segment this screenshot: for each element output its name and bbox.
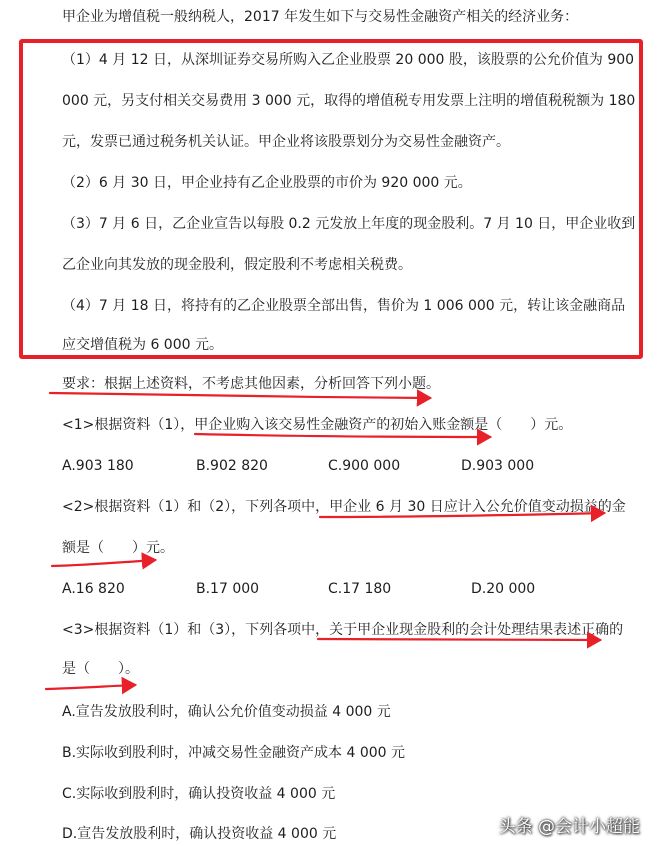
question-2-stem-line-1: <2>根据资料（1）和（2），下列各项中，甲企业 6 月 30 日应计入公允价值变动损益的金 — [62, 499, 626, 515]
q3-option-d: D.宣告发放股利时，确认投资收益 4 000 元 — [62, 826, 337, 842]
fact-3-line-1: （3）7 月 6 日，乙企业宣告以每股 0.2 元发放上年度的现金股利。7 月 10 日，甲企业收到 — [62, 216, 636, 232]
question-2-stem-line-2: 额是（ ）元。 — [62, 540, 174, 556]
q2-option-b: B.17 000 — [196, 581, 260, 597]
q1-option-d: D.903 000 — [461, 458, 535, 474]
fact-1-line-3: 元，发票已通过税务机关认证。甲企业将该股票划分为交易性金融资产。 — [62, 134, 510, 150]
q1-option-a: A.903 180 — [62, 458, 134, 474]
requirement-text: 要求：根据上述资料，不考虑其他因素，分析回答下列小题。 — [62, 376, 440, 392]
q3-option-a: A.宣告发放股利时，确认公允价值变动损益 4 000 元 — [62, 704, 391, 720]
question-3-stem-line-2: 是（ ）。 — [62, 661, 139, 677]
q3-option-c: C.实际收到股利时，确认投资收益 4 000 元 — [62, 786, 336, 802]
fact-4-line-2: 应交增值税为 6 000 元。 — [62, 337, 223, 353]
fact-2-line: （2）6 月 30 日，甲企业持有乙企业股票的市价为 920 000 元。 — [62, 175, 472, 191]
q1-option-c: C.900 000 — [328, 458, 401, 474]
q3-option-b: B.实际收到股利时，冲减交易性金融资产成本 4 000 元 — [62, 745, 406, 761]
q2-option-c: C.17 180 — [328, 581, 392, 597]
underline-question-3-line-2 — [46, 685, 135, 689]
q1-option-b: B.902 820 — [196, 458, 268, 474]
watermark-text: 头条 @会计小超能 — [498, 817, 640, 837]
fact-1-line-2: 000 元，另支付相关交易费用 3 000 元，取得的增值税专用发票上注明的增值税税额为 180 — [62, 93, 636, 109]
fact-1-line-1: （1）4 月 12 日，从深圳证券交易所购入乙企业股票 20 000 股，该股票的公允价值为 900 — [62, 52, 635, 68]
fact-3-line-2: 乙企业向其发放的现金股利，假定股利不考虑相关税费。 — [62, 257, 412, 273]
question-1-options — [62, 456, 622, 476]
question-2-options — [62, 579, 622, 599]
q2-option-d: D.20 000 — [471, 581, 536, 597]
question-1-stem: <1>根据资料（1），甲企业购入该交易性金融资产的初始入账金额是（ ）元。 — [62, 417, 573, 433]
underline-question-2-line-2 — [52, 560, 155, 566]
q2-option-a: A.16 820 — [62, 581, 125, 597]
intro-text: 甲企业为增值税一般纳税人，2017 年发生如下与交易性金融资产相关的经济业务： — [62, 9, 579, 25]
question-3-stem-line-1: <3>根据资料（1）和（3），下列各项中，关于甲企业现金股利的会计处理结果表述正确的 — [62, 622, 624, 638]
fact-4-line-1: （4）7 月 18 日，将持有的乙企业股票全部出售，售价为 1 006 000 元，转让该金融商品 — [62, 298, 626, 314]
